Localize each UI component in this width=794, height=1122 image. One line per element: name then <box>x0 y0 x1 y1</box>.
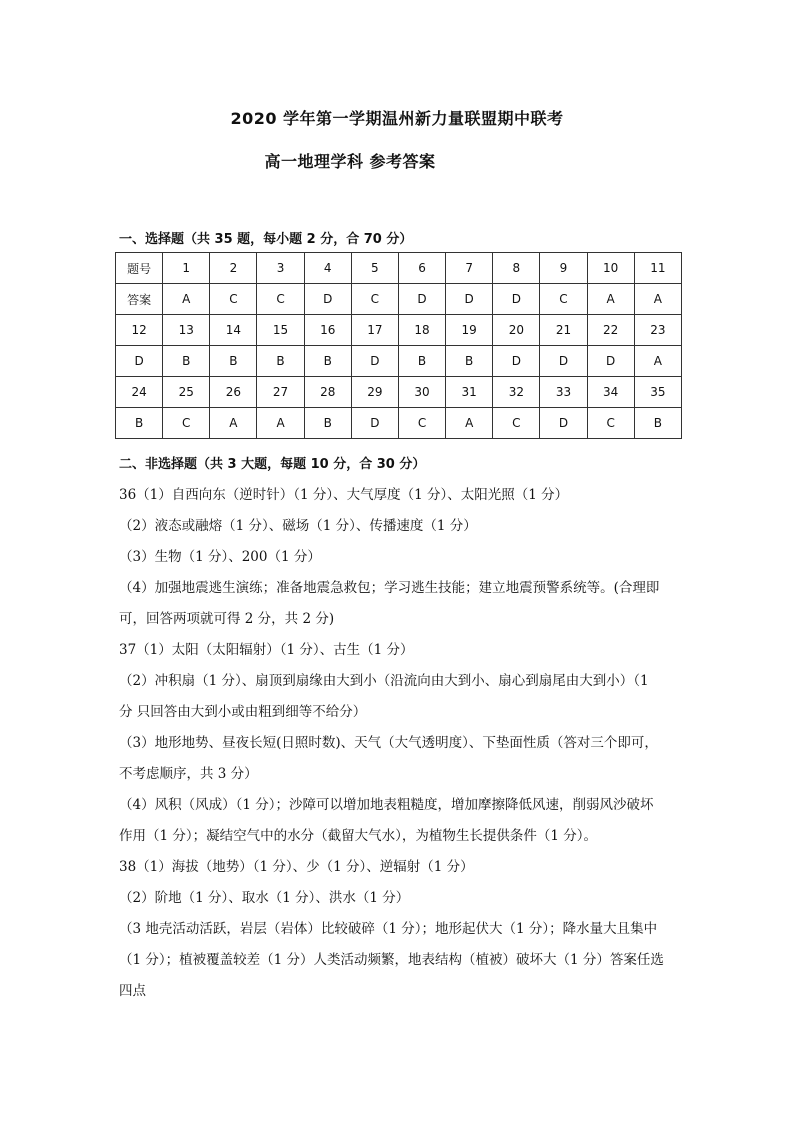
table-cell: 1 <box>163 253 210 284</box>
table-cell: 8 <box>493 253 540 284</box>
answer-line: 四点 <box>119 983 146 999</box>
table-cell: 28 <box>304 377 351 408</box>
table-cell: D <box>587 346 634 377</box>
table-cell: A <box>257 408 304 439</box>
table-cell: C <box>257 284 304 315</box>
table-cell: 24 <box>116 377 163 408</box>
answer-line: 不考虑顺序，共 3 分） <box>119 766 258 782</box>
table-row <box>116 346 682 377</box>
table-cell: 6 <box>398 253 445 284</box>
answer-table <box>115 252 682 439</box>
section-heading-short-answer: 二、非选择题（共 3 大题，每题 10 分，合 30 分） <box>119 457 426 472</box>
table-cell: 3 <box>257 253 304 284</box>
table-row <box>116 315 682 346</box>
table-cell: C <box>493 408 540 439</box>
table-cell: 26 <box>210 377 257 408</box>
table-cell: 31 <box>446 377 493 408</box>
answer-line: 38（1）海拔（地势）（1 分）、少（1 分）、逆辐射（1 分） <box>119 859 474 875</box>
table-cell: 21 <box>540 315 587 346</box>
table-cell: 13 <box>163 315 210 346</box>
table-cell: 10 <box>587 253 634 284</box>
short-answer-list <box>119 480 684 1007</box>
table-cell: 30 <box>398 377 445 408</box>
table-cell: 34 <box>587 377 634 408</box>
table-row <box>116 408 682 439</box>
answer-line: 37（1）太阳（太阳辐射）（1 分）、古生（1 分） <box>119 642 414 658</box>
table-cell: B <box>304 408 351 439</box>
table-cell: C <box>210 284 257 315</box>
table-cell: D <box>446 284 493 315</box>
answer-line: （2）液态或融熔（1 分）、磁场（1 分）、传播速度（1 分） <box>119 518 477 534</box>
table-cell: A <box>634 284 681 315</box>
answer-line: 作用（1 分）；凝结空气中的水分（截留大气水），为植物生长提供条件（1 分）。 <box>119 828 598 844</box>
table-cell: 19 <box>446 315 493 346</box>
table-cell: B <box>634 408 681 439</box>
document-subtitle: 高一地理学科 参考答案 <box>264 152 436 171</box>
table-cell: 17 <box>351 315 398 346</box>
table-row <box>116 284 682 315</box>
table-cell: 14 <box>210 315 257 346</box>
table-cell: B <box>163 346 210 377</box>
document-title: 2020 学年第一学期温州新力量联盟期中联考 <box>230 109 564 128</box>
table-cell: A <box>587 284 634 315</box>
table-cell: D <box>540 346 587 377</box>
table-cell: D <box>351 408 398 439</box>
table-cell: 15 <box>257 315 304 346</box>
table-cell: 27 <box>257 377 304 408</box>
table-cell: C <box>540 284 587 315</box>
answer-line: （1 分）；植被覆盖较差（1 分）人类活动频繁，地表结构（植被）破坏大（1 分）答案任选 <box>119 952 664 968</box>
table-row <box>116 377 682 408</box>
answer-line: （2）冲积扇（1 分）、扇顶到扇缘由大到小（沿流向由大到小、扇心到扇尾由大到小）（1 <box>119 673 649 689</box>
table-cell: 4 <box>304 253 351 284</box>
table-cell: B <box>446 346 493 377</box>
answer-line: （3）地形地势、昼夜长短(日照时数)、天气（大气透明度）、下垫面性质（答对三个即可， <box>119 735 658 751</box>
answer-line: 可，回答两项就可得 2 分，共 2 分) <box>119 611 335 627</box>
table-cell: 答案 <box>116 284 163 315</box>
table-cell: 12 <box>116 315 163 346</box>
table-cell: A <box>446 408 493 439</box>
table-cell: D <box>540 408 587 439</box>
table-cell: B <box>210 346 257 377</box>
table-cell: 25 <box>163 377 210 408</box>
table-cell: 20 <box>493 315 540 346</box>
table-cell: 5 <box>351 253 398 284</box>
table-cell: C <box>587 408 634 439</box>
table-cell: D <box>116 346 163 377</box>
table-cell: C <box>398 408 445 439</box>
table-row <box>116 253 682 284</box>
table-cell: 7 <box>446 253 493 284</box>
table-cell: B <box>398 346 445 377</box>
table-cell: 35 <box>634 377 681 408</box>
table-cell: A <box>634 346 681 377</box>
table-cell: 16 <box>304 315 351 346</box>
answer-line: （4）风积（风成）（1 分）；沙障可以增加地表粗糙度，增加摩擦降低风速，削弱风沙破坏 <box>119 797 654 813</box>
table-cell: 23 <box>634 315 681 346</box>
answer-line: （3）生物（1 分）、200（1 分） <box>119 549 321 565</box>
answer-line: （2）阶地（1 分）、取水（1 分）、洪水（1 分） <box>119 890 410 906</box>
table-cell: 9 <box>540 253 587 284</box>
table-cell: B <box>304 346 351 377</box>
table-cell: 33 <box>540 377 587 408</box>
section-heading-multiple-choice: 一、选择题（共 35 题，每小题 2 分，合 70 分） <box>119 232 413 247</box>
table-cell: B <box>116 408 163 439</box>
answer-line: 分 只回答由大到小或由粗到细等不给分） <box>119 704 367 720</box>
answer-line: （3 地壳活动活跃，岩层（岩体）比较破碎（1 分）；地形起伏大（1 分）；降水量大且集中 <box>119 921 658 937</box>
table-cell: A <box>210 408 257 439</box>
table-cell: 18 <box>398 315 445 346</box>
table-cell: 32 <box>493 377 540 408</box>
table-cell: D <box>493 284 540 315</box>
table-cell: 11 <box>634 253 681 284</box>
table-cell: 22 <box>587 315 634 346</box>
table-cell: C <box>163 408 210 439</box>
table-cell: B <box>257 346 304 377</box>
table-cell: 2 <box>210 253 257 284</box>
table-cell: A <box>163 284 210 315</box>
table-cell: 29 <box>351 377 398 408</box>
table-cell: 题号 <box>116 253 163 284</box>
answer-line: 36（1）自西向东（逆时针）（1 分）、大气厚度（1 分）、太阳光照（1 分） <box>119 487 569 503</box>
table-cell: D <box>351 346 398 377</box>
table-cell: D <box>493 346 540 377</box>
answer-line: （4）加强地震逃生演练；准备地震急救包；学习逃生技能；建立地震预警系统等。(合理即 <box>119 580 660 596</box>
table-cell: D <box>304 284 351 315</box>
table-cell: C <box>351 284 398 315</box>
table-cell: D <box>398 284 445 315</box>
